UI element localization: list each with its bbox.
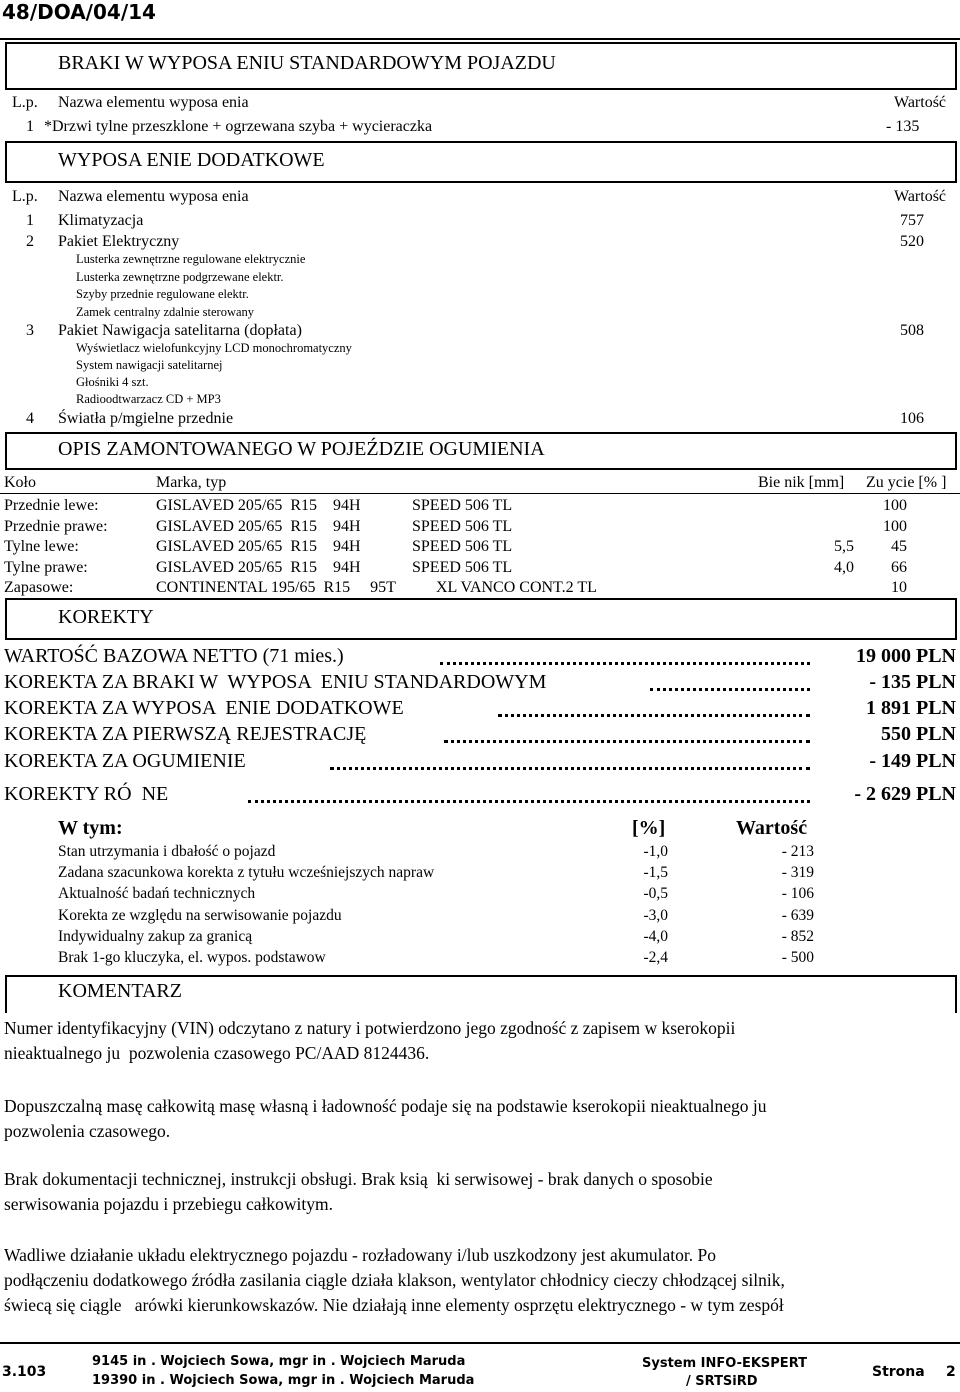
breakdown-value: - 852 (781, 927, 814, 945)
breakdown-pct: -1,5 (643, 864, 668, 882)
extra-item-name: Klimatyzacja (58, 212, 144, 229)
extra-col-name: Nazwa elementu wyposa enia (58, 188, 249, 205)
extra-col-value: Wartość (894, 188, 947, 205)
correction-value: 550 PLN (881, 723, 956, 745)
extra-item-lp: 1 (26, 212, 34, 229)
extra-subitem: Zamek centralny zdalnie sterowany (76, 305, 255, 319)
breakdown-label: Brak 1-go kluczyka, el. wypos. podstawow (58, 949, 326, 966)
extra-subitem: Radioodtwarzacz CD + MP3 (76, 392, 221, 406)
correction-label: KOREKTA ZA PIERWSZĄ REJESTRACJĘ (4, 723, 367, 745)
comment-line: serwisowania pojazdu i przebiegu całkowitym. (4, 1194, 333, 1214)
extra-item-value: 757 (900, 212, 924, 229)
breakdown-pct: -1,0 (643, 843, 668, 860)
dotted-leader (498, 714, 810, 717)
breakdown-col-value: Wartość (736, 817, 808, 839)
comment-line: Numer identyfikacyjny (VIN) odczytano z natury i potwierdzono jego zgodność z zapisem w kserokopii (4, 1018, 736, 1038)
missing-col-lp: L.p. (12, 94, 38, 111)
correction-label: WARTOŚĆ BAZOWA NETTO (71 mies.) (4, 645, 344, 667)
extra-item-lp: 2 (26, 233, 34, 250)
extra-subitem: Lusterka zewnętrzne regulowane elektrycznie (76, 252, 306, 266)
breakdown-pct: -3,0 (643, 906, 668, 924)
comment-line: podłączeniu dodatkowego źródła zasilania ciągle działa klakson, wentylator chłodnicy cieczy chłodzącej silnik, (4, 1270, 785, 1290)
breakdown-value: - 213 (781, 843, 814, 860)
breakdown-col-pct: [%] (632, 817, 666, 839)
breakdown-label: Stan utrzymania i dbałość o pojazd (58, 843, 276, 860)
correction-label: KOREKTA ZA BRAKI W WYPOSA ENIU STANDARDOWYM (4, 671, 547, 693)
tire-wheel: Przednie lewe: (4, 497, 99, 514)
extra-subitem: System nawigacji satelitarnej (76, 358, 223, 372)
breakdown-pct: -2,4 (643, 949, 668, 966)
breakdown-label: Korekta ze względu na serwisowanie pojazdu (58, 906, 342, 924)
breakdown-label: Zadana szacunkowa korekta z tytułu wcześniejszych napraw (58, 864, 435, 882)
footer-page-label: Strona (872, 1364, 925, 1380)
footer-system-2: / SRTSiRD (686, 1374, 758, 1389)
comment-title: KOMENTARZ (58, 980, 182, 1002)
dotted-leader (330, 767, 810, 770)
comment-line: Brak dokumentacji technicznej, instrukcji obsługi. Brak ksią ki serwisowej - brak danych o sposobie (4, 1169, 713, 1189)
missing-equipment-title: BRAKI W WYPOSA ENIU STANDARDOWYM POJAZDU (58, 52, 556, 74)
footer-authors-1: 9145 in . Wojciech Sowa, mgr in . Wojciech Maruda (92, 1354, 466, 1369)
extra-item-value: 520 (900, 233, 924, 250)
comment-line: świecą się ciągle arówki kierunkowskazów. Nie działają inne elementy osprzętu elektrycznego - w tym zespół (4, 1295, 784, 1315)
tire-wear: 45 (891, 538, 907, 555)
footer-authors-2: 19390 in . Wojciech Sowa, mgr in . Wojciech Maruda (92, 1373, 475, 1388)
tire-model: SPEED 506 TL (412, 497, 513, 514)
tire-wheel: Zapasowe: (4, 579, 74, 596)
breakdown-title: W tym: (58, 817, 123, 839)
header-rule (0, 38, 960, 40)
tire-wear: 66 (891, 558, 907, 576)
missing-row-value: - 135 (886, 118, 920, 135)
extra-item-lp: 4 (26, 410, 34, 427)
extra-item-value: 508 (900, 322, 924, 339)
breakdown-pct: -0,5 (643, 885, 668, 903)
breakdown-value: - 500 (781, 949, 814, 966)
breakdown-value: - 319 (781, 864, 814, 882)
extra-item-lp: 3 (26, 322, 34, 339)
correction-value: - 2 629 PLN (854, 783, 956, 805)
breakdown-value: - 106 (781, 885, 814, 903)
breakdown-pct: -4,0 (643, 927, 668, 945)
footer-rule (0, 1342, 960, 1344)
tire-wear: 100 (883, 497, 907, 514)
breakdown-value: - 639 (781, 906, 814, 924)
extra-subitem: Głośniki 4 szt. (76, 375, 149, 389)
tire-model: XL VANCO CONT.2 TL (436, 579, 597, 596)
dotted-leader (248, 800, 810, 803)
tires-title: OPIS ZAMONTOWANEGO W POJEŹDZIE OGUMIENIA (58, 438, 545, 460)
tire-brand: GISLAVED 205/65 R15 94H (156, 497, 361, 514)
footer-page-number: 2 (946, 1364, 956, 1380)
extra-item-name: Pakiet Elektryczny (58, 233, 180, 250)
tire-wheel: Tylne prawe: (4, 558, 88, 576)
dotted-leader (444, 740, 810, 743)
correction-label: KOREKTA ZA OGUMIENIE (4, 750, 246, 772)
tire-model: SPEED 506 TL (412, 517, 513, 535)
tire-tread: 4,0 (834, 558, 854, 576)
extra-subitem: Wyświetlacz wielofunkcyjny LCD monochromatyczny (76, 341, 352, 355)
tires-col-wheel: Koło (4, 474, 36, 491)
tires-col-wear: Zu ycie [% ] (866, 474, 947, 491)
extra-subitem: Lusterka zewnętrzne podgrzewane elektr. (76, 270, 284, 284)
dotted-leader (440, 662, 810, 665)
footer-version: 3.103 (2, 1364, 47, 1380)
footer-system-1: System INFO-EKSPERT (642, 1356, 807, 1371)
correction-value: 19 000 PLN (856, 645, 956, 667)
extra-equipment-title: WYPOSA ENIE DODATKOWE (58, 149, 325, 171)
tire-model: SPEED 506 TL (412, 558, 513, 576)
correction-value: 1 891 PLN (866, 697, 956, 719)
correction-value: - 135 PLN (869, 671, 956, 693)
correction-label: KOREKTY RÓ NE (4, 783, 169, 805)
tire-model: SPEED 506 TL (412, 538, 513, 555)
document-id: 48/DOA/04/14 (2, 0, 156, 24)
extra-col-lp: L.p. (12, 188, 38, 205)
breakdown-label: Indywidualny zakup za granicą (58, 927, 253, 945)
tire-wheel: Przednie prawe: (4, 517, 108, 535)
missing-row-name: *Drzwi tylne przeszklone + ogrzewana szyba + wycieraczka (44, 118, 433, 135)
extra-item-value: 106 (900, 410, 924, 427)
tire-tread: 5,5 (834, 538, 854, 555)
missing-row-lp: 1 (26, 118, 34, 135)
comment-line: Wadliwe działanie układu elektrycznego pojazdu - rozładowany i/lub uszkodzony jest akumulator. Po (4, 1245, 716, 1265)
dotted-leader (650, 688, 810, 691)
comment-line: pozwolenia czasowego. (4, 1121, 171, 1141)
tire-brand: CONTINENTAL 195/65 R15 95T (156, 579, 396, 596)
missing-col-name: Nazwa elementu wyposa enia (58, 94, 249, 111)
tire-brand: GISLAVED 205/65 R15 94H (156, 538, 361, 555)
corrections-title: KOREKTY (58, 606, 154, 628)
breakdown-label: Aktualność badań technicznych (58, 885, 256, 903)
comment-line: Dopuszczalną masę całkowitą masę własną i ładowność podaje się na podstawie kserokopii nieaktualnego ju (4, 1096, 767, 1116)
tire-wear: 10 (891, 579, 907, 596)
extra-subitem: Szyby przednie regulowane elektr. (76, 287, 249, 301)
tire-wear: 100 (883, 517, 907, 535)
tires-header-rule (0, 493, 960, 494)
tire-brand: GISLAVED 205/65 R15 94H (156, 558, 361, 576)
comment-line: nieaktualnego ju pozwolenia czasowego PC/AAD 8124436. (4, 1043, 430, 1063)
correction-label: KOREKTA ZA WYPOSA ENIE DODATKOWE (4, 697, 404, 719)
tires-col-tread: Bie nik [mm] (758, 474, 845, 491)
tires-col-brand: Marka, typ (156, 474, 227, 491)
extra-item-name: Światła p/mgielne przednie (58, 410, 234, 427)
correction-value: - 149 PLN (869, 750, 956, 772)
extra-item-name: Pakiet Nawigacja satelitarna (dopłata) (58, 322, 302, 339)
tire-brand: GISLAVED 205/65 R15 94H (156, 517, 361, 535)
tire-wheel: Tylne lewe: (4, 538, 79, 555)
missing-col-value: Wartość (894, 94, 947, 111)
